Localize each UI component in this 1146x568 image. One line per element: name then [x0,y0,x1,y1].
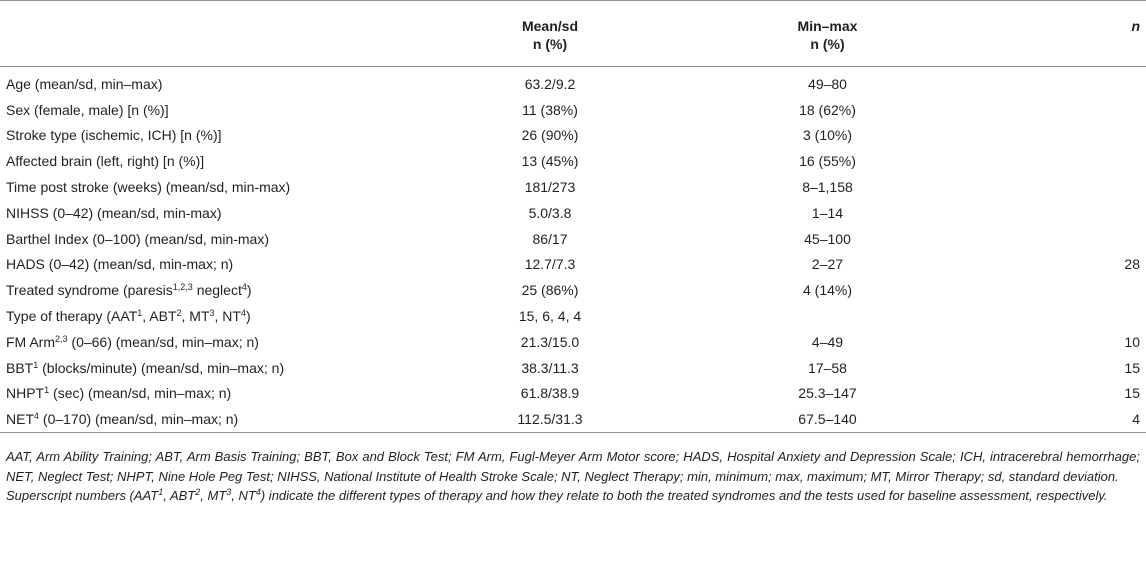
row-label: Time post stroke (weeks) (mean/sd, min-max) [6,179,291,196]
row-minmax [630,303,1025,329]
superscript-note [6,486,1140,506]
row-minmax: 25.3–147 [798,385,857,402]
table-row [0,277,1146,303]
row-label [0,329,470,355]
row-n [1025,148,1146,174]
row-n [1025,200,1146,226]
table-row [0,123,1146,149]
note-superscript: 3 [226,487,232,498]
table-row [0,252,1146,278]
label-text: neglect [192,282,242,299]
label-text: (sec) (mean/sd, min–max; n) [49,385,232,402]
row-mean: 112.5/31.3 [517,411,583,428]
row-label [0,303,470,329]
header-mean-sd: Mean/sd [521,18,578,34]
table-row [0,381,1146,407]
row-mean: 26 (90%) [521,127,579,144]
table-body [0,67,1146,433]
table-row [0,174,1146,200]
row-label: Barthel Index (0–100) (mean/sd, min-max) [6,230,269,247]
label-superscript: 1 [44,385,50,396]
row-n [1025,123,1146,149]
header-mean-n-pct: n (%) [532,36,568,52]
row-n [1025,303,1146,329]
row-minmax: 49–80 [808,75,847,92]
table-footnotes [0,433,1146,506]
label-text: Type of therapy (AAT [6,308,138,325]
row-mean: 86/17 [532,230,568,247]
label-text: , ABT [142,308,177,325]
row-n: 15 [1124,359,1140,376]
table-row [0,406,1146,432]
row-minmax: 4 (14%) [802,282,853,299]
row-mean: 15, 6, 4, 4 [518,308,582,325]
row-mean: 11 (38%) [522,101,578,118]
label-text: (0–66) (mean/sd, min–max; n) [67,333,259,350]
row-label: Affected brain (left, right) [n (%)] [6,153,205,170]
note-superscript: 1 [158,487,164,498]
table-header [0,1,1146,67]
note-superscript: 2 [195,487,201,498]
row-label [0,406,470,432]
row-label: Sex (female, male) [n (%)] [6,101,169,118]
label-text: ) [246,282,252,299]
label-text: NET [6,411,34,428]
header-min-max: Min–max [797,18,858,34]
table-row [0,226,1146,252]
label-text: , NT [214,308,241,325]
label-text: , MT [181,308,210,325]
row-mean: 63.2/9.2 [524,75,576,92]
label-superscript: 4 [241,282,247,293]
note-text: , ABT [163,488,196,504]
note-text: ) indicate the different types of therapy and how they relate to both the treated syndromes and the tests used for baseline assessment, respectively. [260,488,1108,504]
table-row [0,200,1146,226]
note-superscript: 4 [255,487,261,498]
row-minmax: 2–27 [811,256,844,273]
row-n: 15 [1124,385,1140,402]
row-mean: 181/273 [524,179,576,196]
row-label [0,381,470,407]
row-n [1025,97,1146,123]
row-minmax: 4–49 [811,333,844,350]
table-row [0,303,1146,329]
label-text: FM Arm [6,333,55,350]
label-superscript: 4 [34,411,40,422]
row-minmax: 1–14 [811,204,844,221]
row-mean: 61.8/38.9 [520,385,580,402]
row-label: Age (mean/sd, min–max) [6,75,163,92]
row-n [1025,226,1146,252]
label-superscript: 3 [209,308,215,319]
label-text: (blocks/minute) (mean/sd, min–max; n) [38,359,285,376]
label-superscript: 2 [176,308,182,319]
label-text: (0–170) (mean/sd, min–max; n) [39,411,239,428]
row-minmax: 16 (55%) [799,153,856,170]
label-superscript: 1 [137,308,143,319]
row-label: Stroke type (ischemic, ICH) [n (%)] [6,127,222,144]
header-minmax-n-pct: n (%) [810,36,845,52]
row-label: NIHSS (0–42) (mean/sd, min-max) [6,204,222,221]
row-minmax: 18 (62%) [799,101,856,118]
row-minmax: 67.5–140 [798,411,857,428]
table-row [0,329,1146,355]
row-minmax: 45–100 [804,230,851,247]
row-n [1025,277,1146,303]
table-row [0,148,1146,174]
row-mean: 21.3/15.0 [520,333,580,350]
row-mean: 12.7/7.3 [524,256,576,273]
row-mean: 5.0/3.8 [528,204,572,221]
note-text: , MT [200,488,227,504]
header-empty-2 [0,35,470,67]
label-superscript: 1 [33,359,39,370]
table-row [0,67,1146,97]
row-minmax: 3 (10%) [802,127,853,144]
row-mean: 38.3/11.3 [521,359,579,376]
table-row [0,355,1146,381]
row-n: 28 [1124,256,1140,273]
row-label [0,355,470,381]
row-n [1025,67,1146,97]
row-label: HADS (0–42) (mean/sd, min-max; n) [6,256,234,273]
label-superscript: 4 [240,308,246,319]
label-text: ) [246,308,251,325]
label-text: NHPT [6,385,45,402]
row-mean: 25 (86%) [521,282,579,299]
label-text: BBT [6,359,34,376]
label-superscript: 2,3 [55,333,68,344]
header-empty-3 [1025,35,1146,67]
note-text: Superscript numbers (AAT [6,488,159,504]
row-minmax: 8–1,158 [802,179,853,196]
label-text: Treated syndrome (paresis [6,282,173,299]
row-n: 4 [1132,411,1140,428]
label-superscript: 1,2,3 [172,282,193,293]
abbreviations-note: AAT, Arm Ability Training; ABT, Arm Basis Training; BBT, Box and Block Test; FM Arm, Fugl-Meyer Arm Motor score; HADS, Hospital Anxiety and Depression Scale; ICH, intracerebral hemorrhage; NET, Neglect Test; NHPT, Nine Hole Peg Test; NIHSS, National Institute of Health Stroke Scale; NT, Neglect Therapy; min, minimum; max, maximum; MT, Mirror Therapy; sd, standard deviation. [6,449,1140,484]
note-text: , NT [231,488,256,504]
header-empty [0,1,470,36]
table-row [0,97,1146,123]
row-n [1025,174,1146,200]
row-mean: 13 (45%) [521,153,579,170]
row-label [0,277,470,303]
row-n: 10 [1124,333,1140,350]
row-minmax: 17–58 [808,359,847,376]
header-n: n [1131,18,1140,34]
